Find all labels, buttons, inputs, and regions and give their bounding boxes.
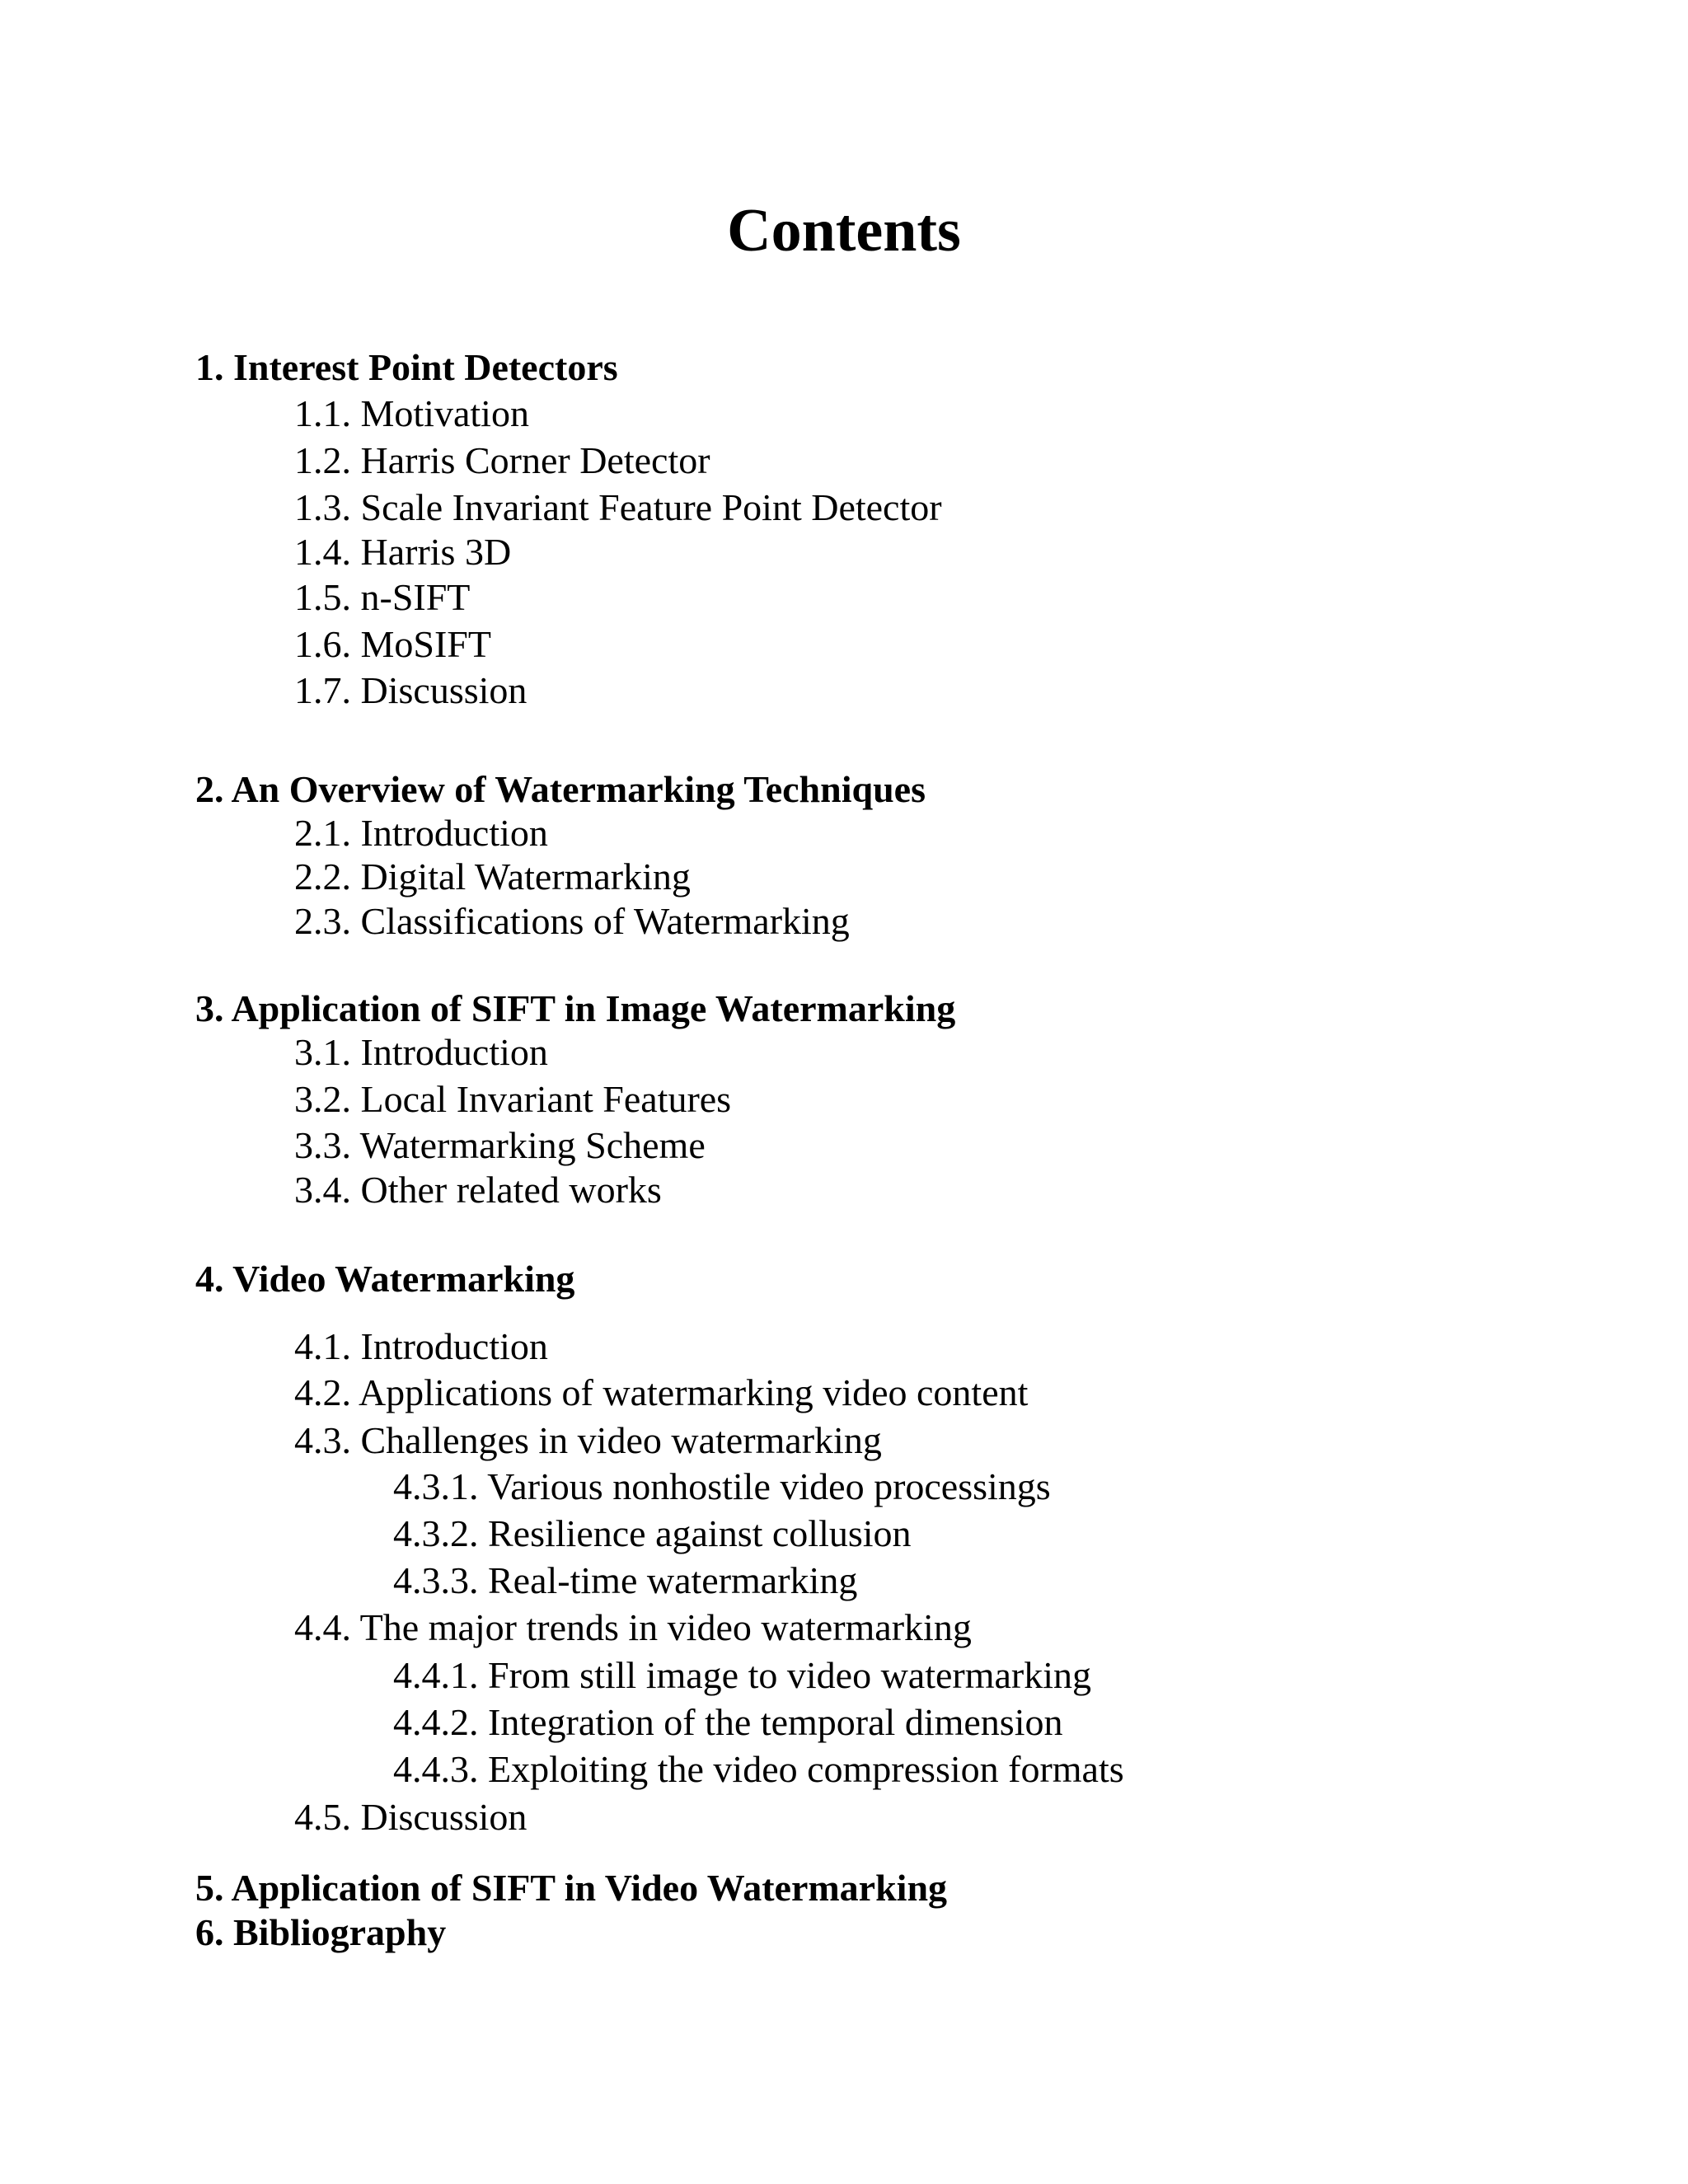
toc-chapter: 2. An Overview of Watermarking Techniques (195, 768, 926, 810)
toc-section: 1.4. Harris 3D (294, 531, 512, 573)
toc-section: 3.3. Watermarking Scheme (294, 1124, 706, 1166)
toc-section: 1.2. Harris Corner Detector (294, 439, 710, 481)
toc-section: 1.5. n-SIFT (294, 576, 471, 618)
toc-section: 3.1. Introduction (294, 1031, 548, 1073)
toc-subsection: 4.3.3. Real-time watermarking (393, 1559, 858, 1601)
toc-section: 4.4. The major trends in video watermarking (294, 1606, 972, 1648)
toc-section: 4.3. Challenges in video watermarking (294, 1419, 882, 1461)
toc-chapter: 4. Video Watermarking (195, 1258, 575, 1300)
toc-chapter: 6. Bibliography (195, 1911, 447, 1953)
toc-section: 1.1. Motivation (294, 392, 529, 434)
toc-chapter: 3. Application of SIFT in Image Watermarking (195, 987, 956, 1029)
toc-section: 1.6. MoSIFT (294, 623, 491, 665)
toc-section: 2.1. Introduction (294, 812, 548, 854)
toc-section: 1.3. Scale Invariant Feature Point Detector (294, 486, 942, 528)
toc-subsection: 4.4.1. From still image to video watermarking (393, 1654, 1092, 1696)
toc-chapter: 1. Interest Point Detectors (195, 346, 618, 388)
toc-section: 4.5. Discussion (294, 1796, 528, 1838)
toc-section: 4.1. Introduction (294, 1325, 548, 1367)
toc-subsection: 4.3.2. Resilience against collusion (393, 1512, 912, 1554)
toc-subsection: 4.4.2. Integration of the temporal dimension (393, 1701, 1063, 1743)
toc-chapter: 5. Application of SIFT in Video Watermarking (195, 1867, 948, 1909)
toc-section: 3.2. Local Invariant Features (294, 1078, 732, 1120)
toc-section: 3.4. Other related works (294, 1169, 662, 1211)
page-title: Contents (727, 197, 961, 265)
toc-subsection: 4.3.1. Various nonhostile video processings (393, 1465, 1051, 1507)
toc-section: 2.3. Classifications of Watermarking (294, 900, 850, 942)
toc-subsection: 4.4.3. Exploiting the video compression formats (393, 1748, 1124, 1790)
toc-section: 2.2. Digital Watermarking (294, 855, 691, 898)
toc-section: 4.2. Applications of watermarking video content (294, 1371, 1029, 1413)
toc-section: 1.7. Discussion (294, 669, 528, 711)
